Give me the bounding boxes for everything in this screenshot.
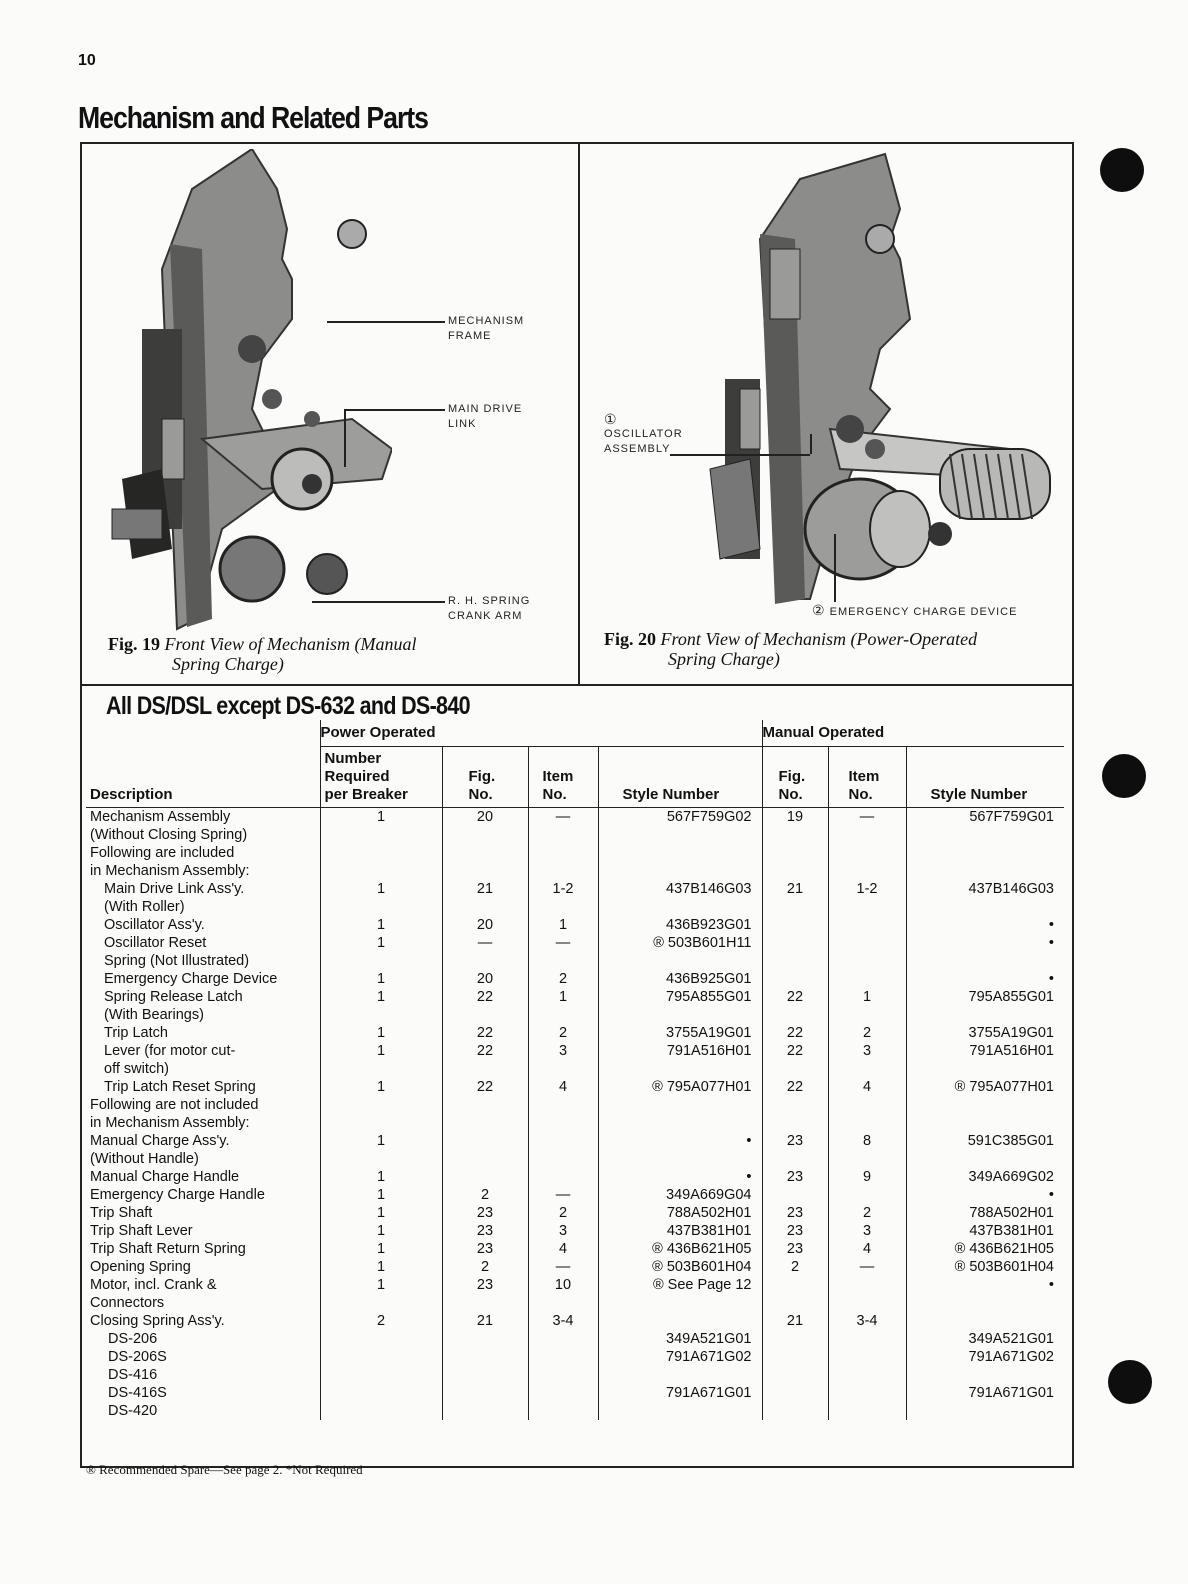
description-line: Motor, incl. Crank &: [90, 1277, 217, 1293]
pf-cell: 23: [442, 1276, 528, 1312]
description-line: (Without Closing Spring): [90, 827, 248, 843]
table-row: [86, 808, 1064, 845]
description-line: Following are not included: [90, 1097, 259, 1113]
parts-table-body: [86, 808, 1064, 1421]
ms-cell: •: [906, 1276, 1064, 1312]
table-row: [86, 1168, 1064, 1186]
ms-cell: [906, 844, 1064, 880]
description-line: (Without Handle): [90, 1151, 199, 1167]
description-cell: [86, 1042, 320, 1078]
mf-cell: 21: [762, 1312, 828, 1330]
table-row: [86, 1312, 1064, 1330]
callout-leader-drive-link: [344, 409, 445, 411]
pi-cell: 10: [528, 1276, 598, 1312]
ps-cell: 791A671G01: [598, 1384, 762, 1420]
ps-cell: 436B923G01: [598, 916, 762, 934]
pf-cell: 21: [442, 880, 528, 916]
mf-cell: 22: [762, 988, 828, 1024]
ps-cell: 349A521G01: [598, 1330, 762, 1348]
table-row: [86, 1096, 1064, 1132]
q-cell: 1: [320, 1024, 442, 1042]
description-cell: [86, 1258, 320, 1276]
description-cell: [86, 1276, 320, 1312]
q-cell: 1: [320, 1240, 442, 1258]
figure-20-panel: [580, 144, 1072, 684]
callout-leader-frame: [327, 321, 445, 323]
pi-cell: 4: [528, 1240, 598, 1258]
table-row: [86, 916, 1064, 934]
q-cell: 1: [320, 1042, 442, 1078]
mi-cell: [828, 844, 906, 880]
ms-cell: ® 795A077H01: [906, 1078, 1064, 1096]
q-cell: 1: [320, 916, 442, 934]
q-cell: 1: [320, 1204, 442, 1222]
table-row: [86, 1042, 1064, 1078]
q-cell: 1: [320, 880, 442, 916]
pf-cell: 22: [442, 1024, 528, 1042]
table-row: [86, 1330, 1064, 1348]
description-cell: [86, 934, 320, 970]
number-required-header: Number Required per Breaker: [320, 747, 442, 808]
mf-cell: 22: [762, 1024, 828, 1042]
description-cell: [86, 808, 320, 845]
mf-cell: 23: [762, 1168, 828, 1186]
callout-leader-drive-link-vertical: [344, 409, 346, 467]
q-cell: 1: [320, 808, 442, 845]
q-cell: 1: [320, 1222, 442, 1240]
pi-cell: [528, 1096, 598, 1132]
pi-cell: 2: [528, 1024, 598, 1042]
mi-cell: [828, 1384, 906, 1420]
pf-cell: [442, 844, 528, 880]
description-cell: [86, 916, 320, 934]
pi-cell: 1: [528, 916, 598, 934]
callout-leader-emergency: [834, 534, 836, 602]
description-line: Spring Release Latch: [104, 989, 243, 1005]
power-fig-header: Fig. No.: [442, 747, 528, 808]
mi-cell: [828, 1348, 906, 1384]
q-cell: 1: [320, 1276, 442, 1312]
description-cell: [86, 1024, 320, 1042]
parts-table: [86, 720, 1064, 1420]
pf-cell: 22: [442, 988, 528, 1024]
ms-cell: 3755A19G01: [906, 1024, 1064, 1042]
pi-cell: [528, 844, 598, 880]
pi-cell: —: [528, 1258, 598, 1276]
ms-cell: 437B146G03: [906, 880, 1064, 916]
description-cell: [86, 880, 320, 916]
q-cell: 1: [320, 1132, 442, 1168]
pi-cell: —: [528, 808, 598, 845]
ms-cell: •: [906, 970, 1064, 988]
pf-cell: [442, 1330, 528, 1348]
pf-cell: 23: [442, 1222, 528, 1240]
pf-cell: 22: [442, 1042, 528, 1078]
mf-cell: 23: [762, 1132, 828, 1168]
callout-main-drive-link: MAIN DRIVE LINK: [448, 403, 523, 430]
mf-cell: [762, 970, 828, 988]
ps-cell: 437B146G03: [598, 880, 762, 916]
pi-cell: 4: [528, 1078, 598, 1096]
callout-spring-crank-arm: R. H. SPRING CRANK ARM: [448, 595, 531, 622]
pi-cell: —: [528, 1186, 598, 1204]
table-row: [86, 1204, 1064, 1222]
pf-cell: [442, 1168, 528, 1186]
ps-cell: ® 436B621H05: [598, 1240, 762, 1258]
callout-leader-crank-arm: [312, 601, 445, 603]
description-header-spacer: [86, 720, 320, 747]
table-row: [86, 844, 1064, 880]
pi-cell: [528, 1330, 598, 1348]
ms-cell: 791A516H01: [906, 1042, 1064, 1078]
mi-cell: [828, 970, 906, 988]
description-cell: [86, 988, 320, 1024]
description-cell: [86, 1348, 320, 1384]
mf-cell: [762, 1384, 828, 1420]
ms-cell: •: [906, 934, 1064, 970]
ms-cell: 437B381H01: [906, 1222, 1064, 1240]
description-line: Mechanism Assembly: [90, 809, 231, 825]
mf-cell: [762, 1348, 828, 1384]
description-line: (With Bearings): [104, 1007, 204, 1023]
table-row: [86, 1222, 1064, 1240]
q-cell: [320, 1384, 442, 1420]
pf-cell: [442, 1096, 528, 1132]
content-frame: [80, 142, 1074, 1468]
mf-cell: 23: [762, 1204, 828, 1222]
ms-cell: ® 503B601H04: [906, 1258, 1064, 1276]
mi-cell: 1: [828, 988, 906, 1024]
description-cell: [86, 1330, 320, 1348]
power-style-header: Style Number: [598, 747, 762, 808]
description-line: Lever (for motor cut-: [104, 1043, 236, 1059]
table-row: [86, 1240, 1064, 1258]
page-title: Mechanism and Related Parts: [78, 100, 428, 135]
description-line: Trip Shaft Return Spring: [90, 1241, 246, 1257]
ms-cell: 788A502H01: [906, 1204, 1064, 1222]
mf-cell: 21: [762, 880, 828, 916]
pi-cell: 2: [528, 970, 598, 988]
ps-cell: ® 503B601H11: [598, 934, 762, 970]
ms-cell: 349A669G02: [906, 1168, 1064, 1186]
mi-cell: —: [828, 808, 906, 845]
description-line: DS-420: [108, 1403, 158, 1419]
description-cell: [86, 1384, 320, 1420]
q-cell: 2: [320, 1312, 442, 1330]
pi-cell: [528, 1348, 598, 1384]
table-row: [86, 1384, 1064, 1420]
figure-row: [82, 144, 1072, 686]
q-cell: 1: [320, 1078, 442, 1096]
description-line: in Mechanism Assembly:: [90, 863, 250, 879]
mi-cell: [828, 1096, 906, 1132]
description-cell: [86, 1078, 320, 1096]
figure-19-caption: Fig. 19 Front View of Mechanism (Manual Spring Charge): [108, 634, 417, 674]
description-line: Oscillator Reset: [104, 935, 207, 951]
description-cell: [86, 1204, 320, 1222]
mi-cell: 3: [828, 1042, 906, 1078]
table-row: [86, 934, 1064, 970]
pf-cell: 20: [442, 808, 528, 845]
mi-cell: 3-4: [828, 1312, 906, 1330]
description-line: (With Roller): [104, 899, 185, 915]
table-row: [86, 1186, 1064, 1204]
mf-cell: [762, 934, 828, 970]
description-line: Spring (Not Illustrated): [104, 953, 250, 969]
pf-cell: 20: [442, 916, 528, 934]
ms-cell: •: [906, 916, 1064, 934]
ps-cell: 791A671G02: [598, 1348, 762, 1384]
page-number: 10: [78, 52, 96, 69]
description-line: off switch): [104, 1061, 170, 1077]
q-cell: [320, 1348, 442, 1384]
mf-cell: [762, 1186, 828, 1204]
ms-cell: 349A521G01: [906, 1330, 1064, 1348]
pf-cell: 2: [442, 1258, 528, 1276]
figure-20-caption: Fig. 20 Front View of Mechanism (Power-Operated Spring Charge): [604, 629, 978, 669]
mi-cell: 3: [828, 1222, 906, 1240]
mi-cell: —: [828, 1258, 906, 1276]
mi-cell: [828, 1276, 906, 1312]
mf-cell: [762, 1096, 828, 1132]
description-line: Trip Latch Reset Spring: [104, 1079, 256, 1095]
callout-leader-oscillator-vertical: [810, 434, 812, 454]
callout-oscillator-assembly: ① OSCILLATOR ASSEMBLY: [604, 411, 683, 455]
table-row: [86, 1348, 1064, 1384]
description-line: Following are included: [90, 845, 235, 861]
pi-cell: 2: [528, 1204, 598, 1222]
pf-cell: [442, 1384, 528, 1420]
table-row: [86, 880, 1064, 916]
description-cell: [86, 1132, 320, 1168]
description-line: Emergency Charge Device: [104, 971, 278, 987]
mechanism-manual-photo: [102, 149, 392, 639]
pi-cell: 3: [528, 1222, 598, 1240]
q-cell: [320, 1096, 442, 1132]
description-header: Description: [86, 747, 320, 808]
ps-cell: 791A516H01: [598, 1042, 762, 1078]
figure-19-panel: [82, 144, 580, 684]
ps-cell: 788A502H01: [598, 1204, 762, 1222]
ms-cell: [906, 1312, 1064, 1330]
pi-cell: —: [528, 934, 598, 970]
mf-cell: [762, 1330, 828, 1348]
mf-cell: 23: [762, 1240, 828, 1258]
description-cell: [86, 1240, 320, 1258]
mi-cell: 8: [828, 1132, 906, 1168]
pf-cell: 21: [442, 1312, 528, 1330]
description-line: in Mechanism Assembly:: [90, 1115, 250, 1131]
ps-cell: 567F759G02: [598, 808, 762, 845]
mf-cell: 22: [762, 1078, 828, 1096]
q-cell: 1: [320, 1168, 442, 1186]
q-cell: [320, 844, 442, 880]
description-line: DS-206S: [108, 1349, 167, 1365]
power-operated-header: Power Operated: [320, 720, 762, 747]
pf-cell: [442, 1348, 528, 1384]
table-row: [86, 970, 1064, 988]
table-row: [86, 1276, 1064, 1312]
description-line: Main Drive Link Ass'y.: [104, 881, 245, 897]
ps-cell: 3755A19G01: [598, 1024, 762, 1042]
callout-leader-oscillator: [670, 454, 810, 456]
description-cell: [86, 1312, 320, 1330]
mi-cell: 1-2: [828, 880, 906, 916]
description-line: Closing Spring Ass'y.: [90, 1313, 225, 1329]
ps-cell: [598, 844, 762, 880]
ps-cell: ® 503B601H04: [598, 1258, 762, 1276]
ps-cell: 795A855G01: [598, 988, 762, 1024]
mi-cell: [828, 934, 906, 970]
q-cell: 1: [320, 970, 442, 988]
mi-cell: 9: [828, 1168, 906, 1186]
ms-cell: [906, 1096, 1064, 1132]
table-row: [86, 988, 1064, 1024]
ms-cell: 591C385G01: [906, 1132, 1064, 1168]
manual-fig-header: Fig. No.: [762, 747, 828, 808]
ps-cell: 349A669G04: [598, 1186, 762, 1204]
pf-cell: 23: [442, 1204, 528, 1222]
table-row: [86, 1258, 1064, 1276]
mf-cell: [762, 844, 828, 880]
pf-cell: 22: [442, 1078, 528, 1096]
punch-hole-middle: [1102, 754, 1146, 798]
q-cell: 1: [320, 934, 442, 970]
pf-cell: 2: [442, 1186, 528, 1204]
pi-cell: 1: [528, 988, 598, 1024]
description-line: Trip Latch: [104, 1025, 168, 1041]
callout-mechanism-frame: MECHANISM FRAME: [448, 315, 525, 342]
description-line: Connectors: [90, 1295, 165, 1311]
ms-cell: 791A671G01: [906, 1384, 1064, 1420]
q-cell: 1: [320, 1258, 442, 1276]
description-cell: [86, 1186, 320, 1204]
description-line: Manual Charge Ass'y.: [90, 1133, 230, 1149]
mi-cell: [828, 1330, 906, 1348]
pi-cell: [528, 1384, 598, 1420]
mi-cell: [828, 916, 906, 934]
description-line: Manual Charge Handle: [90, 1169, 240, 1185]
table-row: [86, 1078, 1064, 1096]
pi-cell: 3-4: [528, 1312, 598, 1330]
footnote: ® Recommended Spare—See page 2. *Not Required: [86, 1462, 363, 1477]
mi-cell: 2: [828, 1204, 906, 1222]
ms-cell: 791A671G02: [906, 1348, 1064, 1384]
ps-cell: •: [598, 1132, 762, 1168]
ps-cell: ® See Page 12: [598, 1276, 762, 1312]
ps-cell: 436B925G01: [598, 970, 762, 988]
description-line: Trip Shaft: [90, 1205, 153, 1221]
description-cell: [86, 1222, 320, 1240]
ms-cell: ® 436B621H05: [906, 1240, 1064, 1258]
ms-cell: 795A855G01: [906, 988, 1064, 1024]
punch-hole-top: [1100, 148, 1144, 192]
description-line: Oscillator Ass'y.: [104, 917, 205, 933]
table-row: [86, 1132, 1064, 1168]
description-line: Emergency Charge Handle: [90, 1187, 265, 1203]
pf-cell: [442, 1132, 528, 1168]
power-item-header: Item No.: [528, 747, 598, 808]
manual-item-header: Item No.: [828, 747, 906, 808]
table-title: All DS/DSL except DS-632 and DS-840: [106, 692, 470, 720]
description-cell: [86, 1168, 320, 1186]
mi-cell: 4: [828, 1078, 906, 1096]
pi-cell: [528, 1132, 598, 1168]
description-line: DS-416S: [108, 1385, 167, 1401]
pi-cell: 3: [528, 1042, 598, 1078]
description-cell: [86, 1096, 320, 1132]
manual-style-header: Style Number: [906, 747, 1064, 808]
pf-cell: 23: [442, 1240, 528, 1258]
mf-cell: 2: [762, 1258, 828, 1276]
pi-cell: [528, 1168, 598, 1186]
description-line: DS-206: [108, 1331, 158, 1347]
mf-cell: 19: [762, 808, 828, 845]
ps-cell: •: [598, 1168, 762, 1186]
pf-cell: —: [442, 934, 528, 970]
callout-emergency-charge-device: ② EMERGENCY CHARGE DEVICE: [812, 602, 1018, 618]
punch-hole-bottom: [1108, 1360, 1152, 1404]
description-cell: [86, 970, 320, 988]
description-cell: [86, 844, 320, 880]
description-line: Opening Spring: [90, 1259, 191, 1275]
mechanism-power-photo: [650, 149, 1060, 609]
ps-cell: ® 795A077H01: [598, 1078, 762, 1096]
ps-cell: [598, 1312, 762, 1330]
ms-cell: •: [906, 1186, 1064, 1204]
q-cell: 1: [320, 1186, 442, 1204]
manual-operated-header: Manual Operated: [762, 720, 1064, 747]
mi-cell: 4: [828, 1240, 906, 1258]
q-cell: [320, 1330, 442, 1348]
mf-cell: [762, 1276, 828, 1312]
ps-cell: [598, 1096, 762, 1132]
description-line: Trip Shaft Lever: [90, 1223, 193, 1239]
description-line: DS-416: [108, 1367, 158, 1383]
mf-cell: 22: [762, 1042, 828, 1078]
mf-cell: [762, 916, 828, 934]
ps-cell: 437B381H01: [598, 1222, 762, 1240]
pi-cell: 1-2: [528, 880, 598, 916]
pf-cell: 20: [442, 970, 528, 988]
table-row: [86, 1024, 1064, 1042]
mi-cell: [828, 1186, 906, 1204]
q-cell: 1: [320, 988, 442, 1024]
mi-cell: 2: [828, 1024, 906, 1042]
mf-cell: 23: [762, 1222, 828, 1240]
ms-cell: 567F759G01: [906, 808, 1064, 845]
